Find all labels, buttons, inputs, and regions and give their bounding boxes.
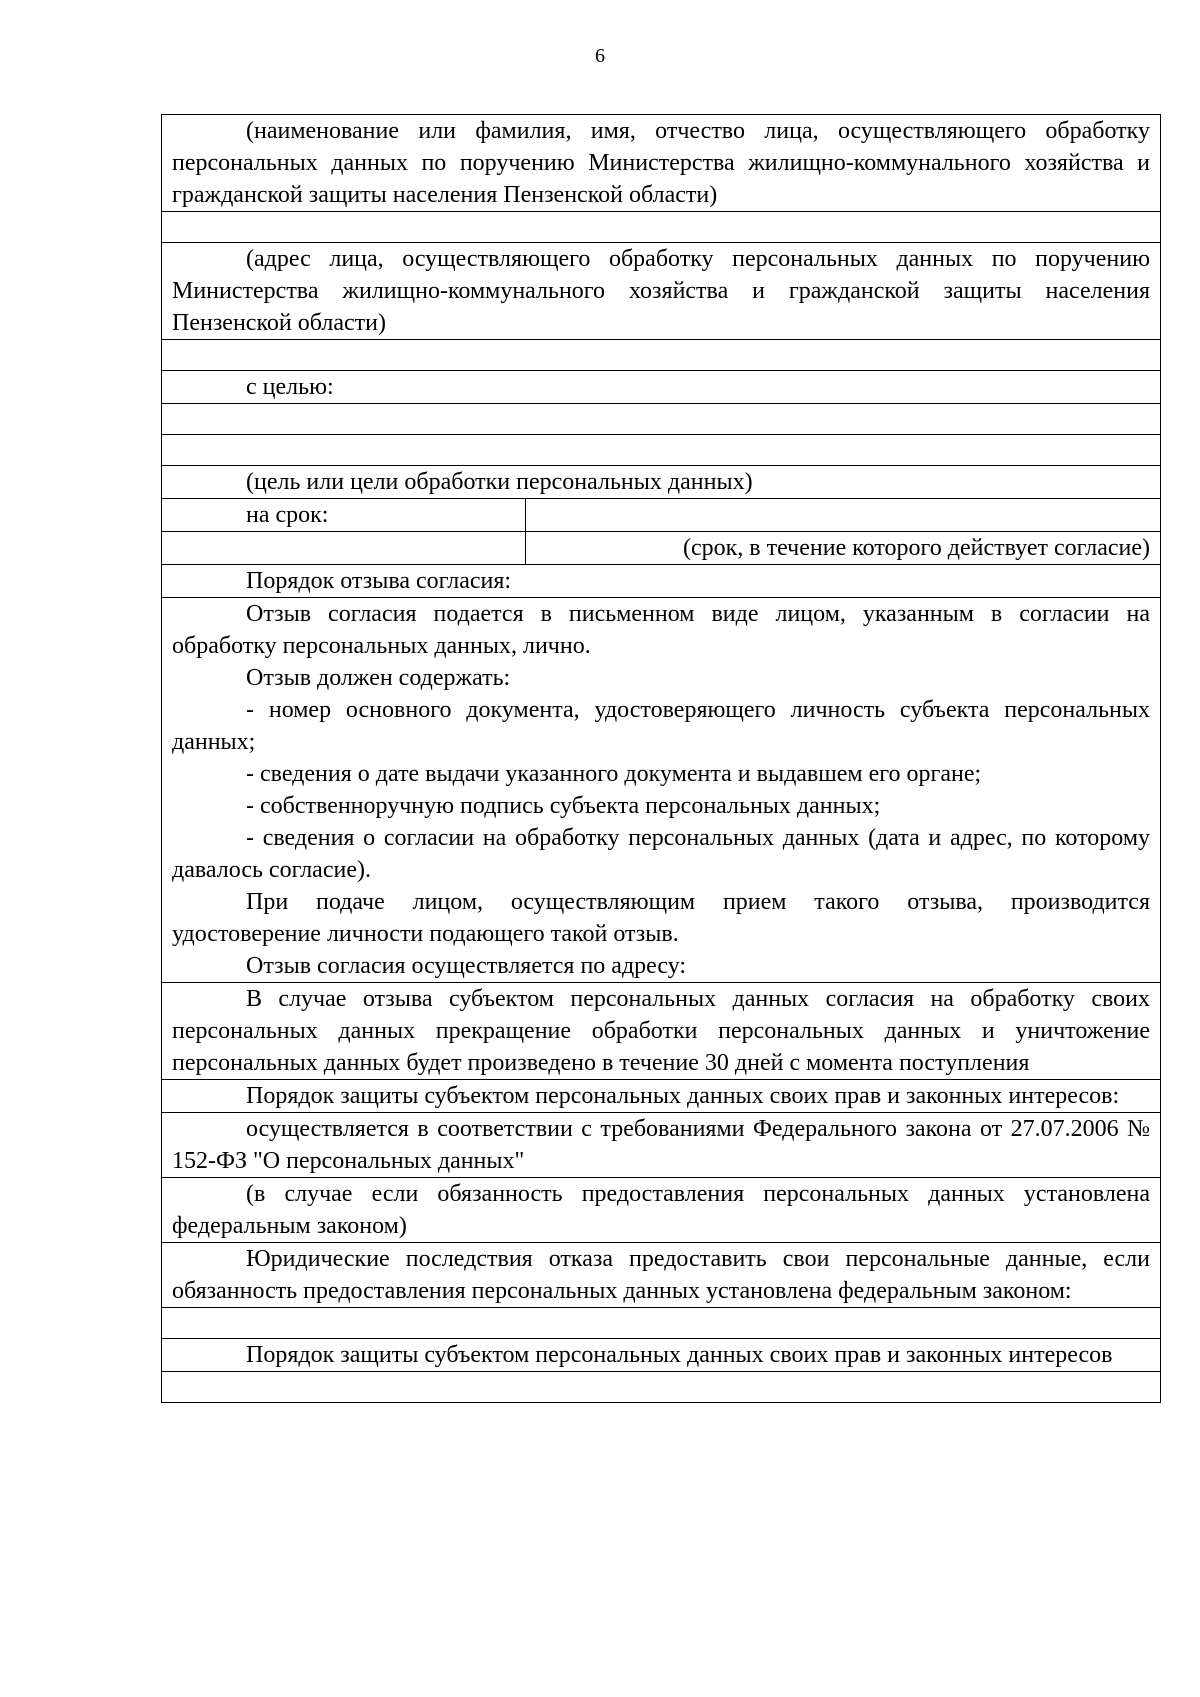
term-row [162,498,1160,531]
term-caption-blank-cell [162,532,526,564]
revocation-paragraph: Отзыв согласия подается в письменном виде лицом, указанным в согласии на обработку персональных данных, лично. [172,601,1150,659]
revocation-paragraph: Отзыв должен содержать: [246,665,511,691]
term-label: на срок: [246,502,329,528]
refusal-consequences-row [162,1242,1160,1307]
processor-address-caption: (адрес лица, осуществляющего обработку персональных данных по поручению Министерства жилищно-коммунального хозяйства и гражданской защиты населения Пензенской области) [172,246,1150,336]
revocation-order-text-row [162,597,1160,982]
processor-address-row [162,242,1160,339]
revocation-order-label-row [162,564,1160,597]
revocation-paragraph: - собственноручную подпись субъекта персональных данных; [246,793,881,819]
revocation-consequence-row [162,982,1160,1079]
protection-law: осуществляется в соответствии с требованиями Федерального закона от 27.07.2006 № 152-ФЗ "О персональных данных" [172,1116,1150,1174]
processor-name-caption: (наименование или фамилия, имя, отчество лица, осуществляющего обработку персональных данных по поручению Министерства жилищно-коммунального хозяйства и гражданской защиты населения Пензенской области) [172,118,1150,208]
term-label-cell [162,499,526,531]
processor-name-row [162,115,1160,211]
protection-order-label-row [162,1079,1160,1112]
protection-order-label-2: Порядок защиты субъектом персональных данных своих прав и законных интересов [246,1342,1113,1368]
term-caption-cell [526,532,1160,564]
mandatory-caption: (в случае если обязанность предоставления персональных данных установлена федеральным законом) [172,1181,1150,1239]
revocation-paragraph: При подаче лицом, осуществляющим прием такого отзыва, производится удостоверение личности подающего такой отзыв. [172,889,1150,947]
protection-order-label: Порядок защиты субъектом персональных данных своих прав и законных интересов: [246,1083,1120,1109]
purpose-blank-row-2 [162,434,1160,465]
purpose-label: с целью: [246,374,334,400]
revocation-order-label: Порядок отзыва согласия: [246,568,512,594]
purpose-caption: (цель или цели обработки персональных данных) [246,469,753,495]
purpose-caption-row [162,465,1160,498]
protection-law-row [162,1112,1160,1177]
protection-order-blank-row [162,1371,1160,1402]
processor-address-blank-row [162,339,1160,370]
term-caption-row [162,531,1160,564]
term-caption: (срок, в течение которого действует согласие) [682,535,1150,561]
revocation-paragraph: - сведения о дате выдачи указанного документа и выдавшем его органе; [246,761,982,787]
revocation-paragraph: - номер основного документа, удостоверяющего личность субъекта персональных данных; [172,697,1150,755]
processor-name-blank-row [162,211,1160,242]
protection-order-label-row-2 [162,1338,1160,1371]
consent-form-table [161,114,1161,1403]
refusal-consequences-blank-row [162,1307,1160,1338]
page-number: 6 [595,45,605,67]
purpose-label-row [162,370,1160,403]
term-value-cell [526,499,1160,531]
mandatory-caption-row [162,1177,1160,1242]
revocation-consequence: В случае отзыва субъектом персональных данных согласия на обработку своих персональных данных прекращение обработки персональных данных и уничтожение персональных данных будет произведено в течение 30 дней с момента поступления [172,986,1150,1076]
revocation-paragraph: - сведения о согласии на обработку персональных данных (дата и адрес, по которому давалось согласие). [172,825,1150,883]
revocation-paragraph: Отзыв согласия осуществляется по адресу: [246,953,687,979]
purpose-blank-row-1 [162,403,1160,434]
refusal-consequences-label: Юридические последствия отказа предоставить свои персональные данные, если обязанность предоставления персональных данных установлена федеральным законом: [172,1246,1150,1304]
